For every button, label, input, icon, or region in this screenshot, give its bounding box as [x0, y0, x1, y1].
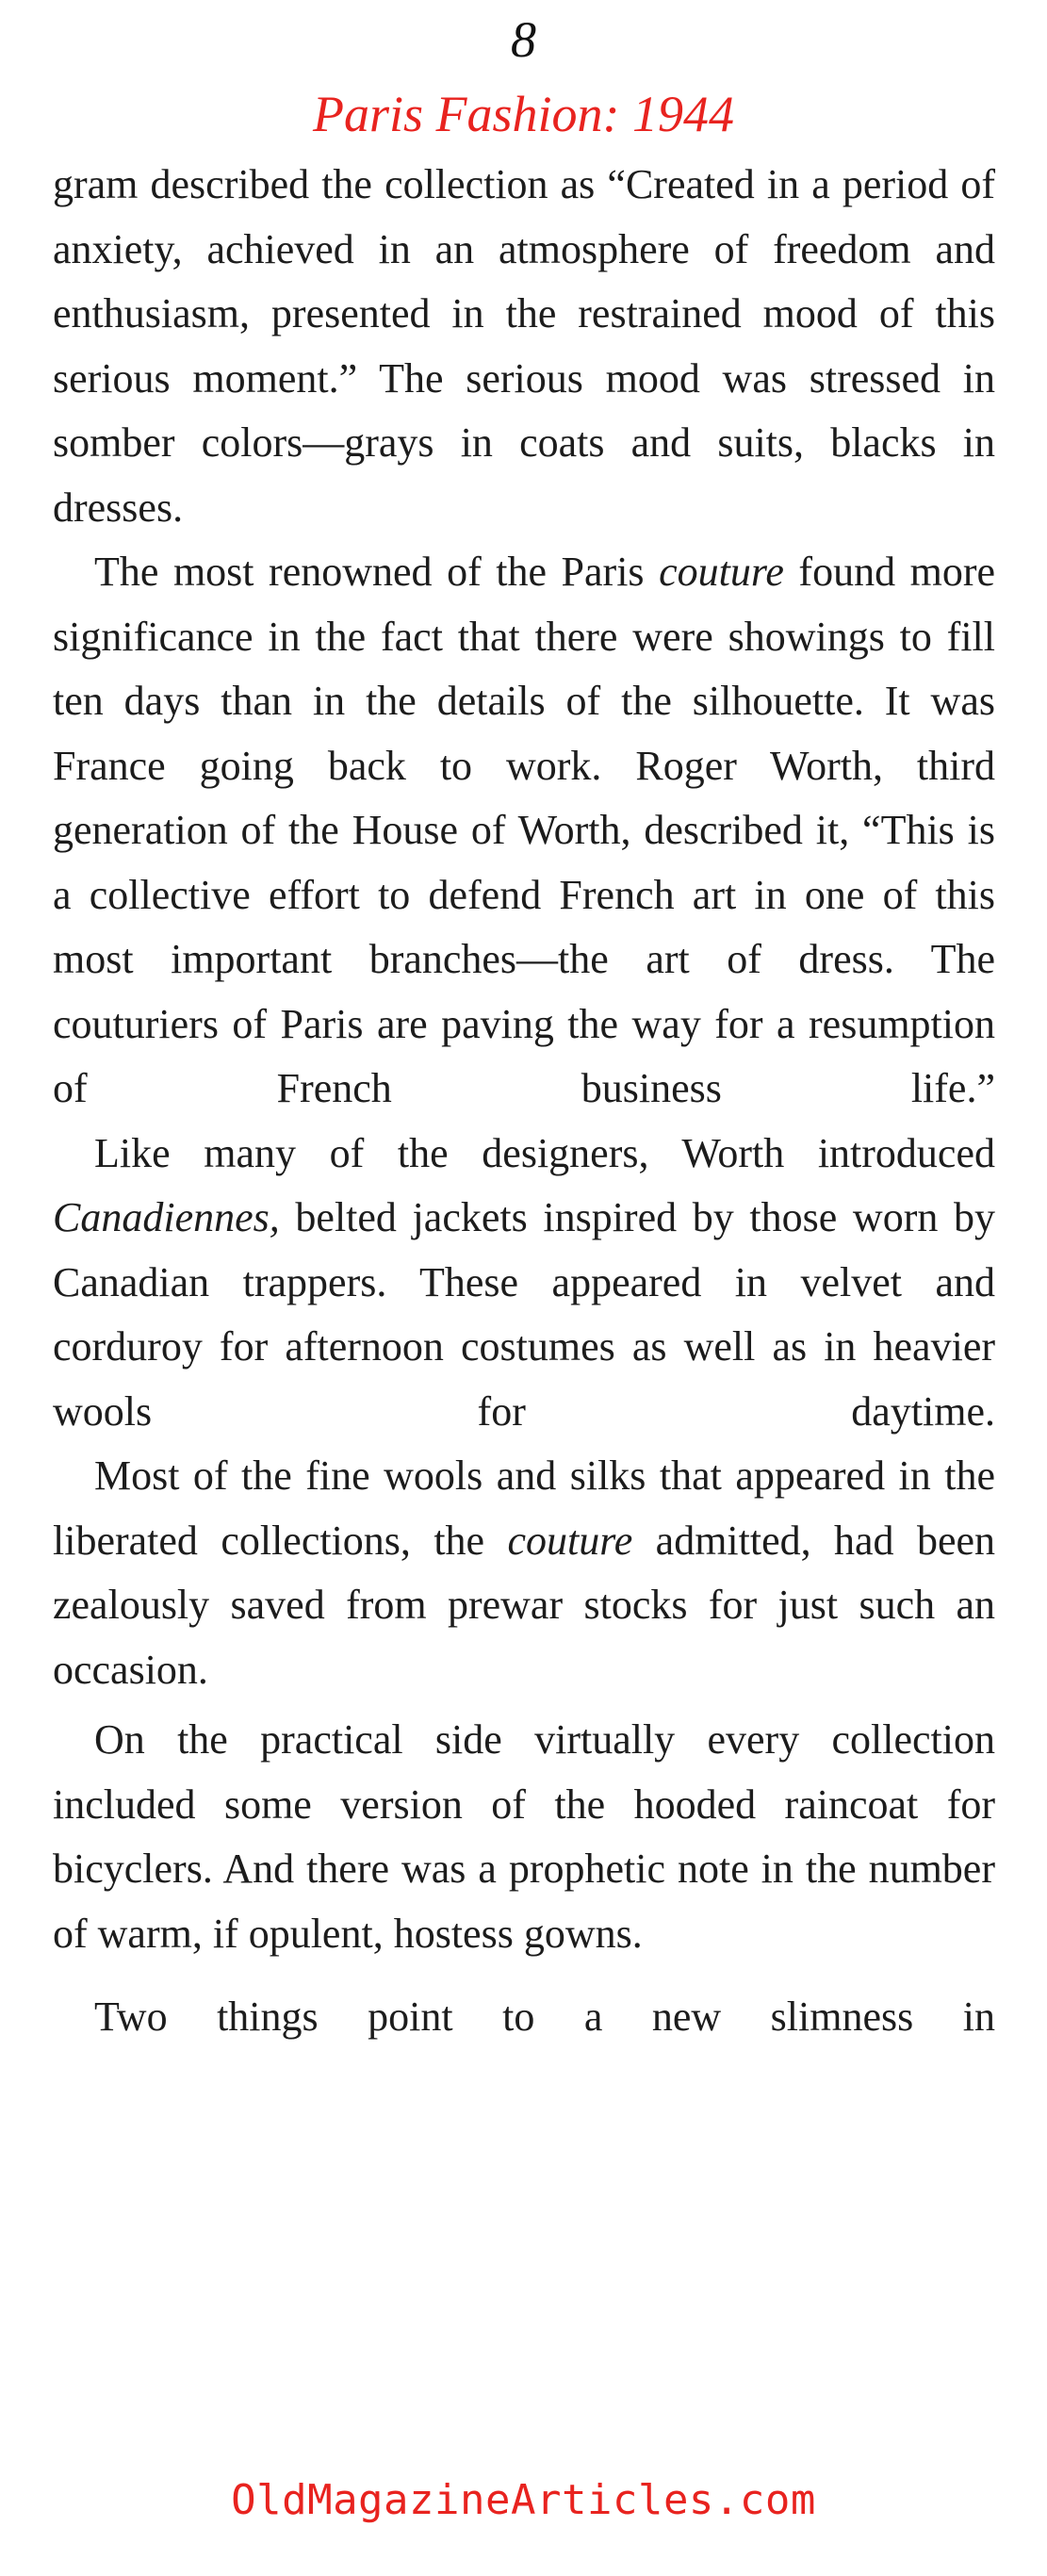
paragraph-4 — [53, 1444, 995, 1702]
paragraph-6 — [53, 1985, 995, 2050]
paragraph-4-text-a: Most of the fine wools and silks that appeared in the liberated collections, the — [53, 1452, 995, 1564]
article-title: Paris Fashion: 1944 — [312, 86, 734, 142]
paragraph-3 — [53, 1122, 995, 1445]
paragraph-2-text-b: found more significance in the fact that there were showings to fill ten days than in the details of the silhouette. It was France going back to work. Roger Worth, third generation of the House of Worth, described it, “This is a collective effort to defend French art in one of this most important branches—the art of dress. The couturiers of Paris are paving the way for a resumption of French business life.” — [53, 549, 996, 1111]
page-number: 8 — [511, 11, 536, 68]
paragraph-5-text: On the practical side virtually every collection included some version of the hooded raincoat for bicyclers. And there was a prophetic note in the number of warm, if opulent, hostess gowns. — [53, 1716, 995, 1957]
paragraph-3-italic-canadiennes: Canadiennes, — [53, 1194, 280, 1240]
paragraph-1-text: gram described the collection as “Created in a period of anxiety, achieved in an atmosphere of freedom and enthusiasm, presented in the restrained mood of this serious moment.” The serious mood was stressed in somber colors—grays in coats and suits, blacks in dresses. — [53, 161, 995, 531]
paragraph-4-italic-couture: couture — [507, 1517, 633, 1564]
paragraph-2-italic-couture: couture — [659, 549, 784, 595]
paragraph-6-text: Two things point to a new slimness in — [94, 1994, 995, 2040]
paragraph-5 — [53, 1708, 995, 1966]
paragraph-1 — [53, 153, 995, 540]
paragraph-2 — [53, 540, 995, 1122]
source-footer: OldMagazineArticles.com — [231, 2476, 816, 2524]
paragraph-2-text-a: The most renowned of the Paris — [94, 549, 660, 595]
paragraph-3-text-a: Like many of the designers, Worth introduced — [94, 1129, 995, 1176]
paragraph-3-text-b: belted jackets inspired by those worn by Canadian trappers. These appeared in velvet and corduroy for afternoon costumes as well as in heavier wools for daytime. — [53, 1194, 995, 1435]
paragraph-4-text-b: admitted, had been zealously saved from prewar stocks for just such an occasion. — [53, 1517, 996, 1693]
article-body — [53, 153, 995, 2050]
